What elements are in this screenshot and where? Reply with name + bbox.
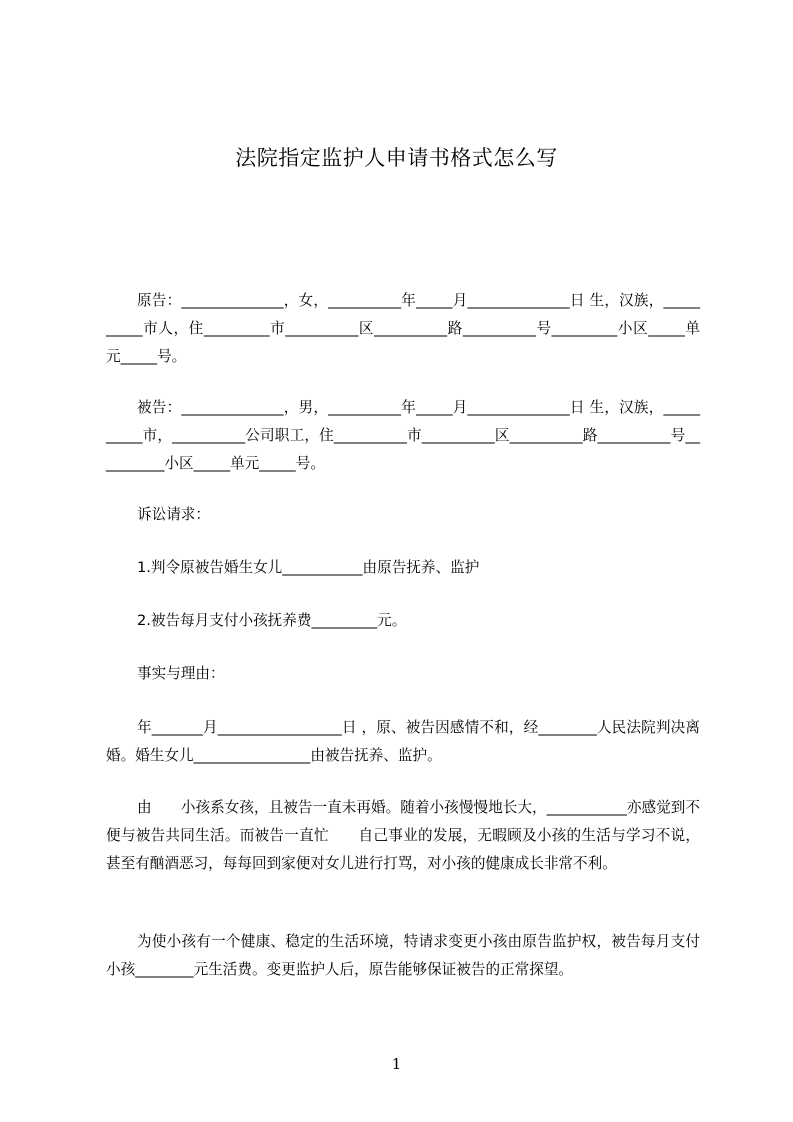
facts-heading: 事实与理由： — [137, 665, 225, 682]
claim-item-1: 1.判令原被告婚生女儿___________由原告抚养、监护 — [137, 559, 480, 576]
defendant-paragraph: 被告：______________，男，__________年_____月______________日 生，汉族，__________市，__________公司职工，住__________市__________区__________路__________号__________小区_____单元_____号。 — [106, 399, 700, 472]
document-title: 法院指定监护人申请书格式怎么写 — [235, 146, 558, 170]
page-number: 1 — [391, 1055, 402, 1073]
request-paragraph: 为使小孩有一个健康、稳定的生活环境，特请求变更小孩由原告监护权，被告每月支付小孩________元生活费。变更监护人后，原告能够保证被告的正常探望。 — [106, 933, 700, 978]
facts-paragraph-1: 年_______月_________________日 ，原、被告因感情不和，经________人民法院判决离婚。婚生女儿________________由被告抚养、监护。 — [106, 719, 700, 764]
claim-item-2: 2.被告每月支付小孩抚养费_________元。 — [137, 612, 407, 629]
facts-paragraph-2: 由 小孩系女孩，且被告一直未再婚。随着小孩慢慢地长大，___________亦感觉到不便与被告共同生活。而被告一直忙 自己事业的发展，无暇顾及小孩的生活与学习不说，甚至有酗酒恶习，每每回到家便对女儿进行打骂，对小孩的健康成长非常不利。 — [106, 799, 700, 872]
claims-heading: 诉讼请求： — [137, 506, 210, 523]
plaintiff-paragraph: 原告：______________，女，__________年_____月______________日 生，汉族，__________市人，住_________市__________区__________路__________号_________小区_____单元_____号。 — [106, 292, 700, 365]
